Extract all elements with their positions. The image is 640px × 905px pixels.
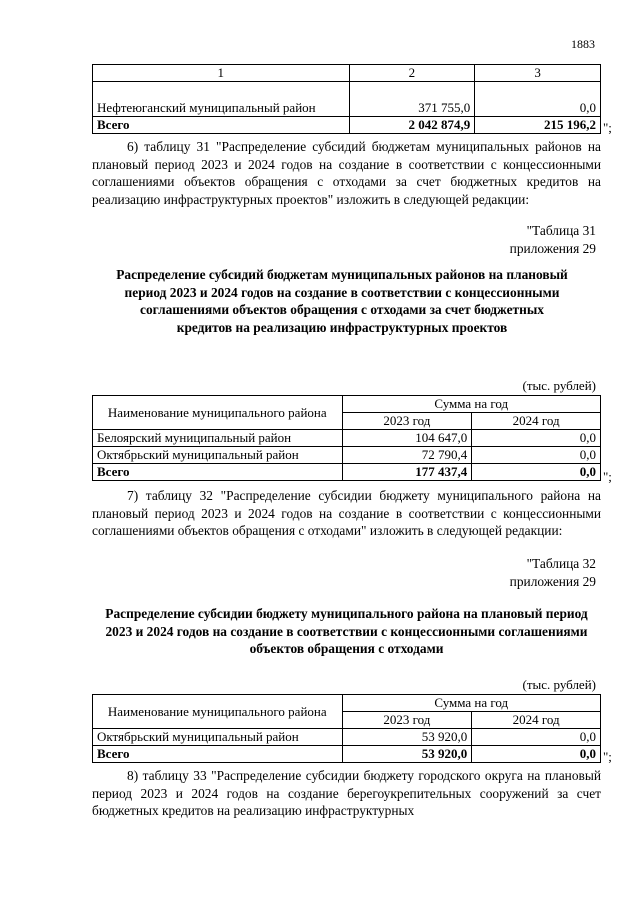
paragraph-6: 6) таблицу 31 "Распределение субсидий бюджетам муниципальных районов на плановый период 2023 и 2024 годов на создание в соответствии с концессионными соглашениями объектов обращения с отходами за счет бюджетных кредитов на реализацию инфраструктурных проектов" изложить в следующей редакции:	[92, 139, 601, 207]
table-32-units: (тыс. рублей)	[522, 677, 596, 692]
table-32-label-line2: приложения 29	[509, 573, 596, 589]
table-row	[93, 82, 601, 117]
total-2023: 2 042 874,9	[349, 117, 475, 134]
row-2023: 104 647,0	[342, 430, 472, 447]
table-30-continuation	[92, 64, 601, 134]
header-col-1: 1	[93, 65, 350, 82]
table-32-label	[380, 555, 596, 590]
row-name: Октябрьский муниципальный район	[93, 447, 343, 464]
total-row	[93, 464, 601, 481]
table-32-title: Распределение субсидии бюджету муниципального района на плановый период 2023 и 2024 годов на создание в соответствии с концессионными соглашениями объектов обращения с отходами	[105, 606, 588, 656]
table-31-units: (тыс. рублей)	[522, 378, 596, 393]
total-label: Всего	[93, 746, 343, 763]
table-31-label-line2: приложения 29	[509, 240, 596, 256]
row-name: Нефтеюганский муниципальный район	[93, 82, 350, 117]
closing-quote: ";	[603, 469, 612, 484]
header-2023: 2023 год	[342, 413, 472, 430]
total-row	[93, 746, 601, 763]
row-2024: 0,0	[472, 729, 601, 746]
header-2024: 2024 год	[472, 712, 601, 729]
total-2024: 215 196,2	[475, 117, 601, 134]
total-2024: 0,0	[472, 464, 601, 481]
header-name: Наименование муниципального района	[93, 695, 343, 729]
row-name: Октябрьский муниципальный район	[93, 729, 343, 746]
total-row	[93, 117, 601, 134]
table-31-label	[380, 222, 596, 257]
table-row	[93, 729, 601, 746]
header-2023: 2023 год	[342, 712, 472, 729]
page-number: 1883	[571, 37, 595, 51]
header-col-2: 2	[349, 65, 475, 82]
row-2024: 0,0	[475, 82, 601, 117]
table-header-row	[93, 695, 601, 712]
row-2023: 72 790,4	[342, 447, 472, 464]
table-32	[92, 694, 601, 763]
row-name: Белоярский муниципальный район	[93, 430, 343, 447]
row-2023: 371 755,0	[349, 82, 475, 117]
table-header-row	[93, 65, 601, 82]
table-header-row	[93, 396, 601, 413]
total-2024: 0,0	[472, 746, 601, 763]
table-row	[93, 447, 601, 464]
header-2024: 2024 год	[472, 413, 601, 430]
table-31	[92, 395, 601, 481]
table-row	[93, 430, 601, 447]
total-2023: 53 920,0	[342, 746, 472, 763]
closing-quote: ";	[603, 749, 612, 764]
header-sum: Сумма на год	[342, 695, 600, 712]
row-2023: 53 920,0	[342, 729, 472, 746]
table-31-title: Распределение субсидий бюджетам муниципальных районов на плановый период 2023 и 2024 годов на создание в соответствии с концессионными соглашениями объектов обращения с отходами за счет бюджетных кредитов на реализацию инфраструктурных проектов	[116, 267, 568, 335]
paragraph-7: 7) таблицу 32 "Распределение субсидии бюджету муниципального района на плановый период 2023 и 2024 годов на создание в соответствии с концессионными соглашениями объектов обращения с отходами" изложить в следующей редакции:	[92, 488, 601, 538]
total-label: Всего	[93, 117, 350, 134]
paragraph-8: 8) таблицу 33 "Распределение субсидии бюджету городского округа на плановый период 2023 и 2024 годов на создание берегоукрепительных сооружений за счет бюджетных кредитов на реализацию инфраструктурных	[92, 768, 601, 818]
header-col-3: 3	[475, 65, 601, 82]
header-name: Наименование муниципального района	[93, 396, 343, 430]
total-label: Всего	[93, 464, 343, 481]
header-sum: Сумма на год	[342, 396, 600, 413]
total-2023: 177 437,4	[342, 464, 472, 481]
closing-quote: ";	[603, 120, 612, 135]
table-32-label-line1: "Таблица 32	[526, 556, 596, 571]
table-31-label-line1: "Таблица 31	[526, 223, 596, 238]
row-2024: 0,0	[472, 447, 601, 464]
row-2024: 0,0	[472, 430, 601, 447]
